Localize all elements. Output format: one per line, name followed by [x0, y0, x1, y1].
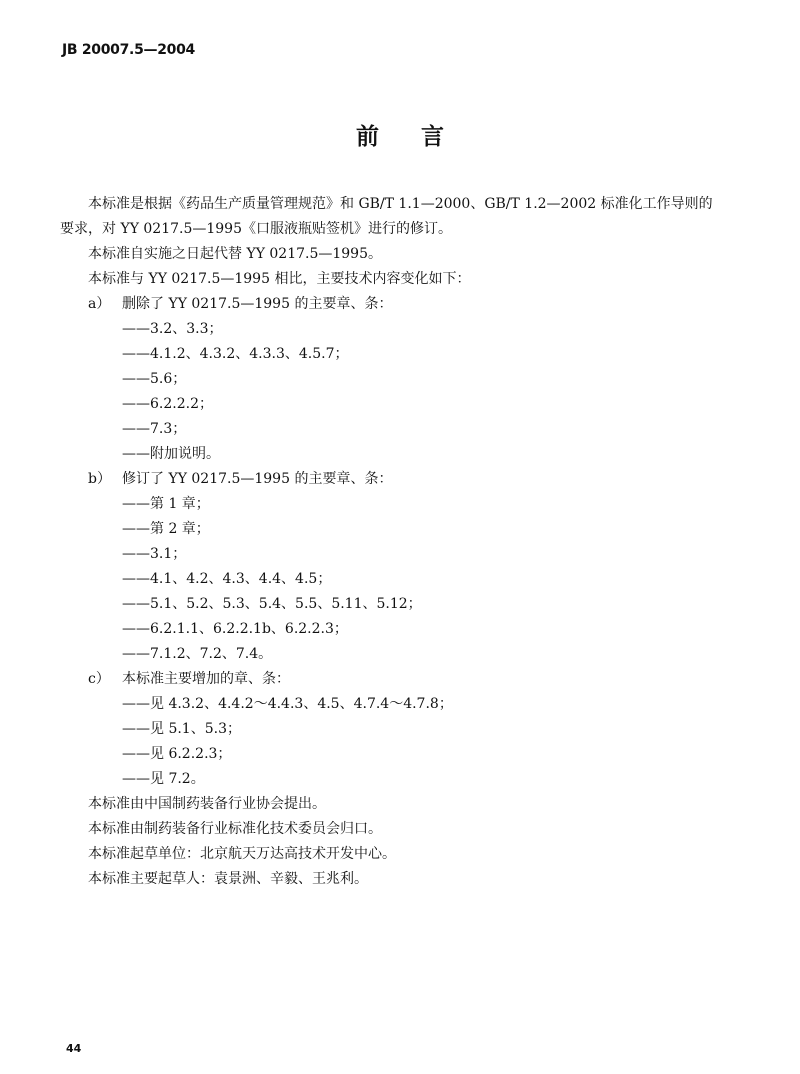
- list-item: ——3.2、3.3；: [122, 321, 223, 337]
- section-c-text: 本标准主要增加的章、条：: [122, 671, 290, 687]
- section-c-label: c）: [88, 671, 110, 687]
- intro-line-2: 要求，对 YY 0217.5—1995《口服液瓶贴签机》进行的修订。: [60, 221, 452, 237]
- section-a-text: 删除了 YY 0217.5—1995 的主要章、条：: [122, 296, 393, 312]
- list-item: ——见 6.2.2.3；: [122, 746, 232, 762]
- section-a-list: [60, 317, 750, 467]
- section-b-text: 修订了 YY 0217.5—1995 的主要章、条：: [122, 471, 393, 487]
- list-item: ——6.2.1.1、6.2.2.1b、6.2.2.3；: [122, 621, 348, 637]
- page-title: 前言: [356, 124, 486, 150]
- list-item: ——见 4.3.2、4.4.2～4.4.3、4.5、4.7.4～4.7.8；: [122, 696, 453, 712]
- intro-line-1: 本标准是根据《药品生产质量管理规范》和 GB/T 1.1—2000、GB/T 1.2—2002 标准化工作导则的: [88, 196, 713, 212]
- drafters: 本标准主要起草人：袁景洲、辛毅、王兆利。: [88, 871, 368, 887]
- list-item: ——5.1、5.2、5.3、5.4、5.5、5.11、5.12；: [122, 596, 422, 612]
- section-b-list: [60, 492, 750, 667]
- list-item: ——7.1.2、7.2、7.4。: [122, 646, 273, 662]
- list-item: ——5.6；: [122, 371, 187, 387]
- list-item: ——6.2.2.2；: [122, 396, 213, 412]
- document-code: JB 20007.5—2004: [62, 42, 195, 58]
- section-c-list: [60, 692, 750, 792]
- list-item: ——第 2 章；: [122, 521, 210, 537]
- list-item: ——第 1 章；: [122, 496, 210, 512]
- foreword-body: [60, 192, 750, 892]
- section-c-heading: [60, 667, 750, 692]
- managed-by: 本标准由制药装备行业标准化技术委员会归口。: [88, 821, 382, 837]
- proposed-by: 本标准由中国制药装备行业协会提出。: [88, 796, 326, 812]
- page-number: 44: [66, 1042, 82, 1055]
- list-item: ——附加说明。: [122, 446, 220, 462]
- section-a-label: a）: [88, 296, 111, 312]
- section-b-label: b）: [88, 471, 111, 487]
- list-item: ——4.1、4.2、4.3、4.4、4.5；: [122, 571, 332, 587]
- list-item: ——见 7.2。: [122, 771, 205, 787]
- replacement-statement: 本标准自实施之日起代替 YY 0217.5—1995。: [88, 246, 382, 262]
- list-item: ——见 5.1、5.3；: [122, 721, 241, 737]
- section-a-heading: [60, 292, 750, 317]
- list-item: ——3.1；: [122, 546, 187, 562]
- drafting-unit: 本标准起草单位：北京航天万达高技术开发中心。: [88, 846, 396, 862]
- comparison-statement: 本标准与 YY 0217.5—1995 相比，主要技术内容变化如下：: [88, 271, 471, 287]
- section-b-heading: [60, 467, 750, 492]
- list-item: ——4.1.2、4.3.2、4.3.3、4.5.7；: [122, 346, 349, 362]
- list-item: ——7.3；: [122, 421, 187, 437]
